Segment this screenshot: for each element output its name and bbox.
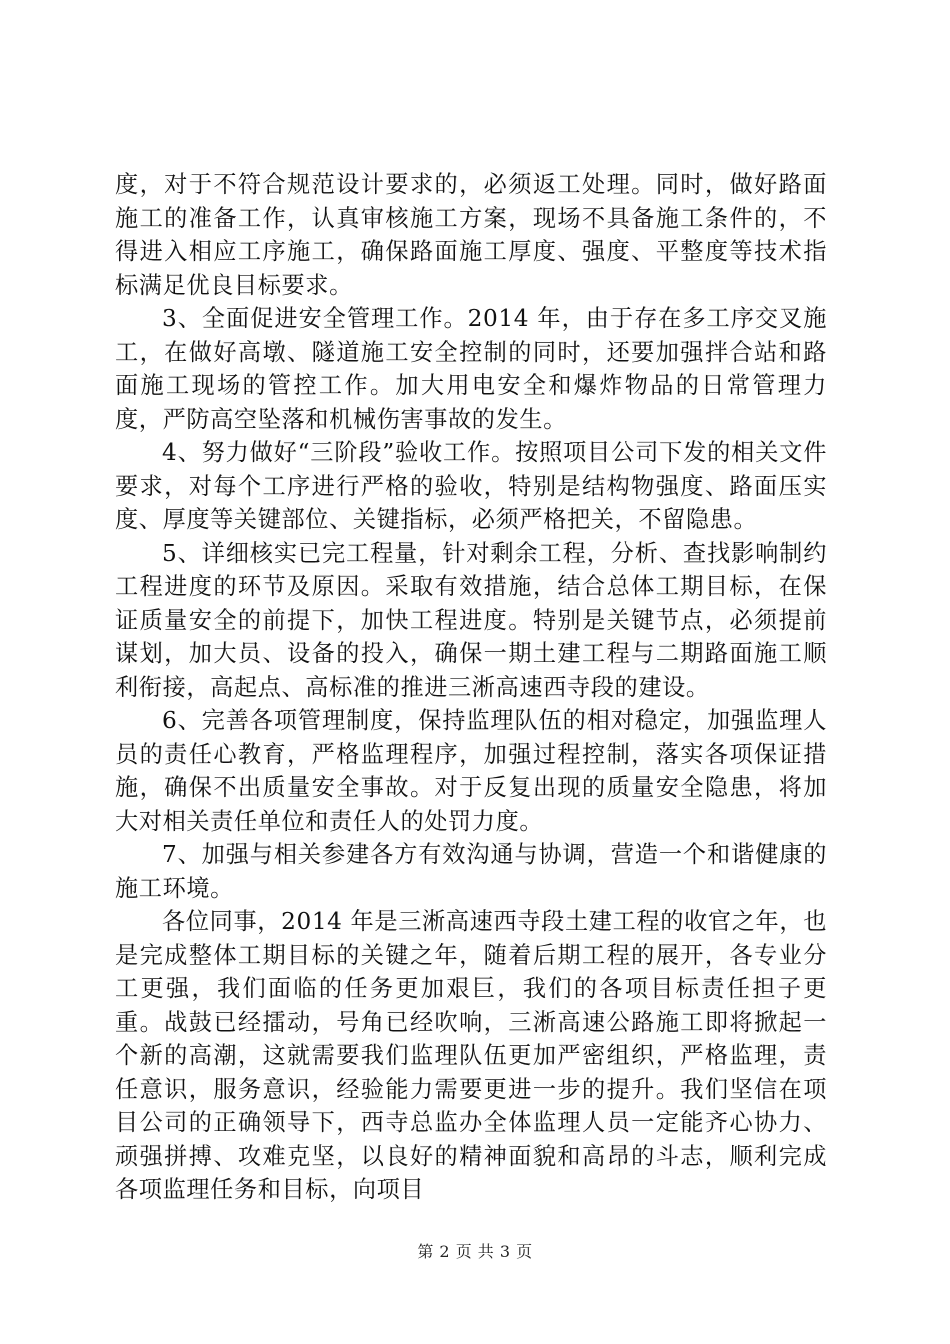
paragraph-item-3-safety: 3、全面促进安全管理工作。2014 年，由于存在多工序交叉施工，在做好高墩、隧道施工安全控制的同时，还要加强拌合站和路面施工现场的管控工作。加大用电安全和爆炸物品的日常管理力度，严防高空坠落和机械伤害事故的发生。 bbox=[115, 305, 827, 433]
paragraph-item-7-coordination: 7、加强与相关参建各方有效沟通与协调，营造一个和谐健康的施工环境。 bbox=[115, 841, 827, 902]
document-body bbox=[115, 168, 827, 1207]
page-footer bbox=[0, 1240, 950, 1264]
paragraph-closing: 各位同事，2014 年是三淅高速西寺段土建工程的收官之年，也是完成整体工期目标的关键之年，随着后期工程的展开，各专业分工更强，我们面临的任务更加艰巨，我们的各项目标责任担子更重。战鼓已经擂动，号角已经吹响，三淅高速公路施工即将掀起一个新的高潮，这就需要我们监理队伍更加严密组织，严格监理，责任意识，服务意识，经验能力需要更进一步的提升。我们坚信在项目公司的正确领导下，西寺总监办全体监理人员一定能齐心协力、顽强拼搏、攻难克坚，以良好的精神面貌和高昂的斗志，顺利完成各项监理任务和目标，向项目 bbox=[115, 908, 827, 1203]
paragraph-item-6-management: 6、完善各项管理制度，保持监理队伍的相对稳定，加强监理人员的责任心教育，严格监理程序，加强过程控制，落实各项保证措施，确保不出质量安全事故。对于反复出现的质量安全隐患，将加大对相关责任单位和责任人的处罚力度。 bbox=[115, 707, 827, 835]
paragraph-continuation: 度，对于不符合规范设计要求的，必须返工处理。同时，做好路面施工的准备工作，认真审核施工方案，现场不具备施工条件的，不得进入相应工序施工，确保路面施工厚度、强度、平整度等技术指标满足优良目标要求。 bbox=[115, 171, 827, 299]
paragraph-item-4-acceptance: 4、努力做好“三阶段”验收工作。按照项目公司下发的相关文件要求，对每个工序进行严格的验收，特别是结构物强度、路面压实度、厚度等关键部位、关键指标，必须严格把关，不留隐患。 bbox=[115, 439, 827, 533]
paragraph-item-5-progress: 5、详细核实已完工程量，针对剩余工程，分析、查找影响制约工程进度的环节及原因。采取有效措施，结合总体工期目标，在保证质量安全的前提下，加快工程进度。特别是关键节点，必须提前谋划，加大员、设备的投入，确保一期土建工程与二期路面施工顺利衔接，高起点、高标准的推进三淅高速西寺段的建设。 bbox=[115, 539, 827, 701]
page-number-label: 第 2 页 共 3 页 bbox=[417, 1242, 533, 1261]
